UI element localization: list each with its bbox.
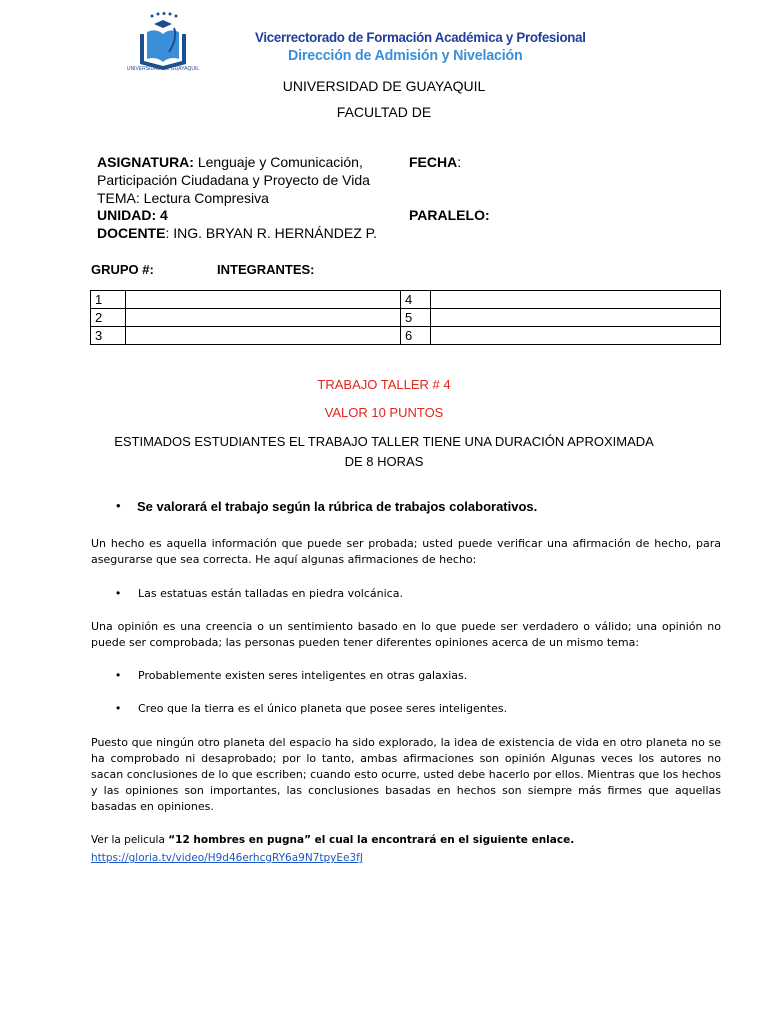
tema-label: TEMA <box>97 190 136 206</box>
movie-title: “12 hombres en pugna” el cual la encontrará en el siguiente enlace. <box>168 834 575 846</box>
bullet-hecho: Las estatuas están talladas en piedra volcánica. <box>138 587 403 600</box>
bullet-icon: • <box>116 668 121 682</box>
row-number: 1 <box>91 291 126 309</box>
unidad-line <box>97 206 168 224</box>
grupo-label-text: GRUPO #: <box>91 262 154 277</box>
university-logo <box>134 10 192 72</box>
unidad-label: UNIDAD: <box>97 207 157 223</box>
row-number: 6 <box>401 327 431 345</box>
unidad-value: 4 <box>156 207 168 223</box>
notice-line-2: DE 8 HORAS <box>344 454 424 469</box>
notice-line-1: ESTIMADOS ESTUDIANTES EL TRABAJO TALLER TIENE UNA DURACIÓN APROXIMADA <box>114 434 654 449</box>
header-direccion: Dirección de Admisión y Nivelación <box>288 47 523 64</box>
bullet-opinion-2: Creo que la tierra es el único planeta que posee seres inteligentes. <box>138 702 508 715</box>
member-cell[interactable] <box>431 327 721 345</box>
member-cell[interactable] <box>431 291 721 309</box>
asignatura-value: Lenguaje y Comunicación, <box>193 154 363 170</box>
member-cell[interactable] <box>126 291 401 309</box>
bullet-opinion-1: Probablemente existen seres inteligentes en otras galaxias. <box>138 669 468 682</box>
logo-caption: UNIVERSIDAD DE GUAYAQUIL <box>126 66 200 72</box>
row-number: 4 <box>401 291 431 309</box>
rubric-text: Se valorará el trabajo según la rúbrica de trabajos colaborativos. <box>137 499 538 514</box>
member-cell[interactable] <box>126 327 401 345</box>
row-number: 3 <box>91 327 126 345</box>
paragraph-conclusion: Puesto que ningún otro planeta del espacio ha sido explorado, la idea de existencia de vida en otro planeta no se ha comprobado ni desaprobado; por lo tanto, ambas afirmaciones son opinión Algunas veces los autores no sacan conclusiones de lo que escriben; cuando esto ocurre, usted debe hacerlo por ellos. Mientras que los hechos y las opiniones son importantes, las conclusiones basadas en hechos son siempre más firmes que aquellas basadas en opiniones. <box>91 736 721 813</box>
paralelo-label-text: PARALELO: <box>409 207 490 223</box>
paralelo-label <box>409 206 490 224</box>
asignatura-value-2: Participación Ciudadana y Proyecto de Vida <box>97 172 370 188</box>
grupo-label <box>91 261 154 279</box>
integrantes-label-text: INTEGRANTES: <box>217 262 315 277</box>
member-cell[interactable] <box>126 309 401 327</box>
paragraph-opinion: Una opinión es una creencia o un sentimiento basado en lo que puede ser verdadero o válido; una opinión no puede ser comprobada; las personas pueden tener diferentes opiniones acerca de un mismo tema: <box>91 620 721 649</box>
asignatura-line <box>97 153 363 171</box>
table-row <box>91 327 721 345</box>
asignatura-label: ASIGNATURA: <box>97 154 194 170</box>
fecha-line <box>409 153 461 171</box>
task-title: TRABAJO TALLER # 4 <box>317 377 451 392</box>
task-value: VALOR 10 PUNTOS <box>324 405 444 420</box>
paragraph-hecho: Un hecho es aquella información que puede ser probada; usted puede verificar una afirmación de hecho, para asegurarse que sea correcta. He aquí algunas afirmaciones de hecho: <box>91 537 721 566</box>
table-row <box>91 291 721 309</box>
movie-prefix: Ver la pelicula <box>91 834 169 846</box>
table-row <box>91 309 721 327</box>
movie-link-wrap <box>91 848 363 866</box>
docente-label: DOCENTE <box>97 225 166 241</box>
bullet-icon: • <box>116 701 121 715</box>
movie-line <box>91 832 721 848</box>
bullet-icon: • <box>116 498 121 513</box>
fecha-label: FECHA <box>409 154 458 170</box>
integrantes-label <box>217 261 315 279</box>
docente-value: : ING. BRYAN R. HERNÁNDEZ P. <box>165 225 378 241</box>
docente-line <box>97 224 377 242</box>
row-number: 5 <box>401 309 431 327</box>
faculty-title: FACULTAD DE <box>336 104 432 120</box>
tema-value: : Lectura Compresiva <box>135 190 269 206</box>
members-table <box>90 290 721 345</box>
member-cell[interactable] <box>431 309 721 327</box>
university-title: UNIVERSIDAD DE GUAYAQUIL <box>282 78 486 94</box>
bullet-icon: • <box>116 586 121 600</box>
row-number: 2 <box>91 309 126 327</box>
fecha-colon: : <box>457 154 462 170</box>
header-vicerrectorado: Vicerrectorado de Formación Académica y Profesional <box>255 29 586 45</box>
tema-line <box>97 189 269 207</box>
movie-link[interactable]: https://gloria.tv/video/H9d46erhcgRY6a9N7tpyEe3fJ <box>91 852 363 864</box>
